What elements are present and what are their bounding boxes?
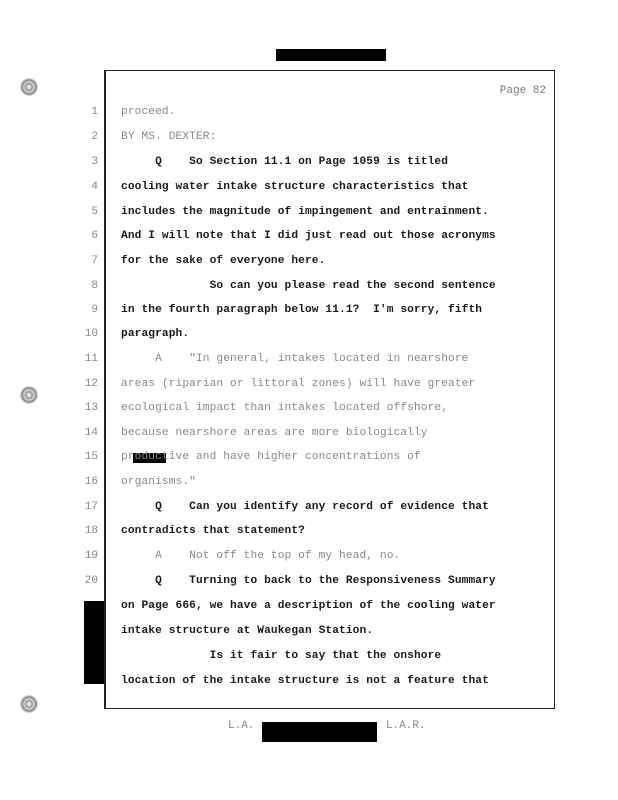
transcript-line: So can you please read the second sentence: [121, 280, 496, 292]
line-number: 16: [84, 476, 98, 488]
transcript-line: on Page 666, we have a description of the cooling water: [121, 600, 496, 612]
transcript-line: in the fourth paragraph below 11.1? I'm sorry, fifth: [121, 304, 483, 316]
transcript-line: includes the magnitude of impingement and entrainment.: [121, 206, 489, 218]
transcript-line: A "In general, intakes located in nearshore: [121, 353, 469, 365]
footer-left: L.A.: [228, 720, 255, 732]
line-number: 1: [91, 106, 98, 118]
transcript-line: areas (riparian or littoral zones) will have greater: [121, 378, 476, 390]
transcript-line: for the sake of everyone here.: [121, 255, 326, 267]
redaction-bar-bottom: [262, 722, 377, 742]
transcript-line: BY MS. DEXTER:: [121, 131, 217, 143]
line-number: 4: [91, 181, 98, 193]
transcript-line: And I will note that I did just read out those acronyms: [121, 230, 496, 242]
line-number: 13: [84, 402, 98, 414]
line-number: 5: [91, 206, 98, 218]
line-number: 11: [84, 353, 98, 365]
transcript-line: location of the intake structure is not a feature that: [121, 675, 489, 687]
line-number: 6: [91, 230, 98, 242]
transcript-line: paragraph.: [121, 328, 190, 340]
redaction-bar-side: [84, 601, 106, 684]
hole-punch-bottom: [20, 695, 38, 713]
line-number: 10: [84, 328, 98, 340]
line-number: 7: [91, 255, 98, 267]
transcript-line: organisms.": [121, 476, 196, 488]
transcript-line: intake structure at Waukegan Station.: [121, 625, 374, 637]
redaction-bar-top: [276, 49, 386, 61]
line-number: 14: [84, 427, 98, 439]
line-number: 19: [84, 550, 98, 562]
transcript-line: because nearshore areas are more biologically: [121, 427, 428, 439]
line-number: 20: [84, 575, 98, 587]
line-number: 3: [91, 156, 98, 168]
hole-punch-top: [20, 78, 38, 96]
line-number: 8: [91, 280, 98, 292]
line-number: 9: [91, 304, 98, 316]
transcript-line: Q So Section 11.1 on Page 1059 is titled: [121, 156, 449, 168]
transcript-line: Is it fair to say that the onshore: [121, 650, 442, 662]
line-number: 12: [84, 378, 98, 390]
transcript-line: contradicts that statement?: [121, 525, 305, 537]
line-number: 15: [84, 451, 98, 463]
transcript-line: ecological impact than intakes located offshore,: [121, 402, 449, 414]
hole-punch-middle: [20, 386, 38, 404]
transcript-line: productive and have higher concentrations of: [121, 451, 421, 463]
footer-right: L.A.R.: [386, 720, 426, 732]
line-number: 17: [84, 501, 98, 513]
transcript-line: A Not off the top of my head, no.: [121, 550, 401, 562]
transcript-line: proceed.: [121, 106, 176, 118]
line-number: 18: [84, 525, 98, 537]
transcript-line: Q Can you identify any record of evidence that: [121, 501, 489, 513]
page-label: Page 82: [499, 85, 546, 97]
transcript-line: Q Turning to back to the Responsiveness Summary: [121, 575, 496, 587]
line-number: 2: [91, 131, 98, 143]
transcript-line: cooling water intake structure characteristics that: [121, 181, 469, 193]
